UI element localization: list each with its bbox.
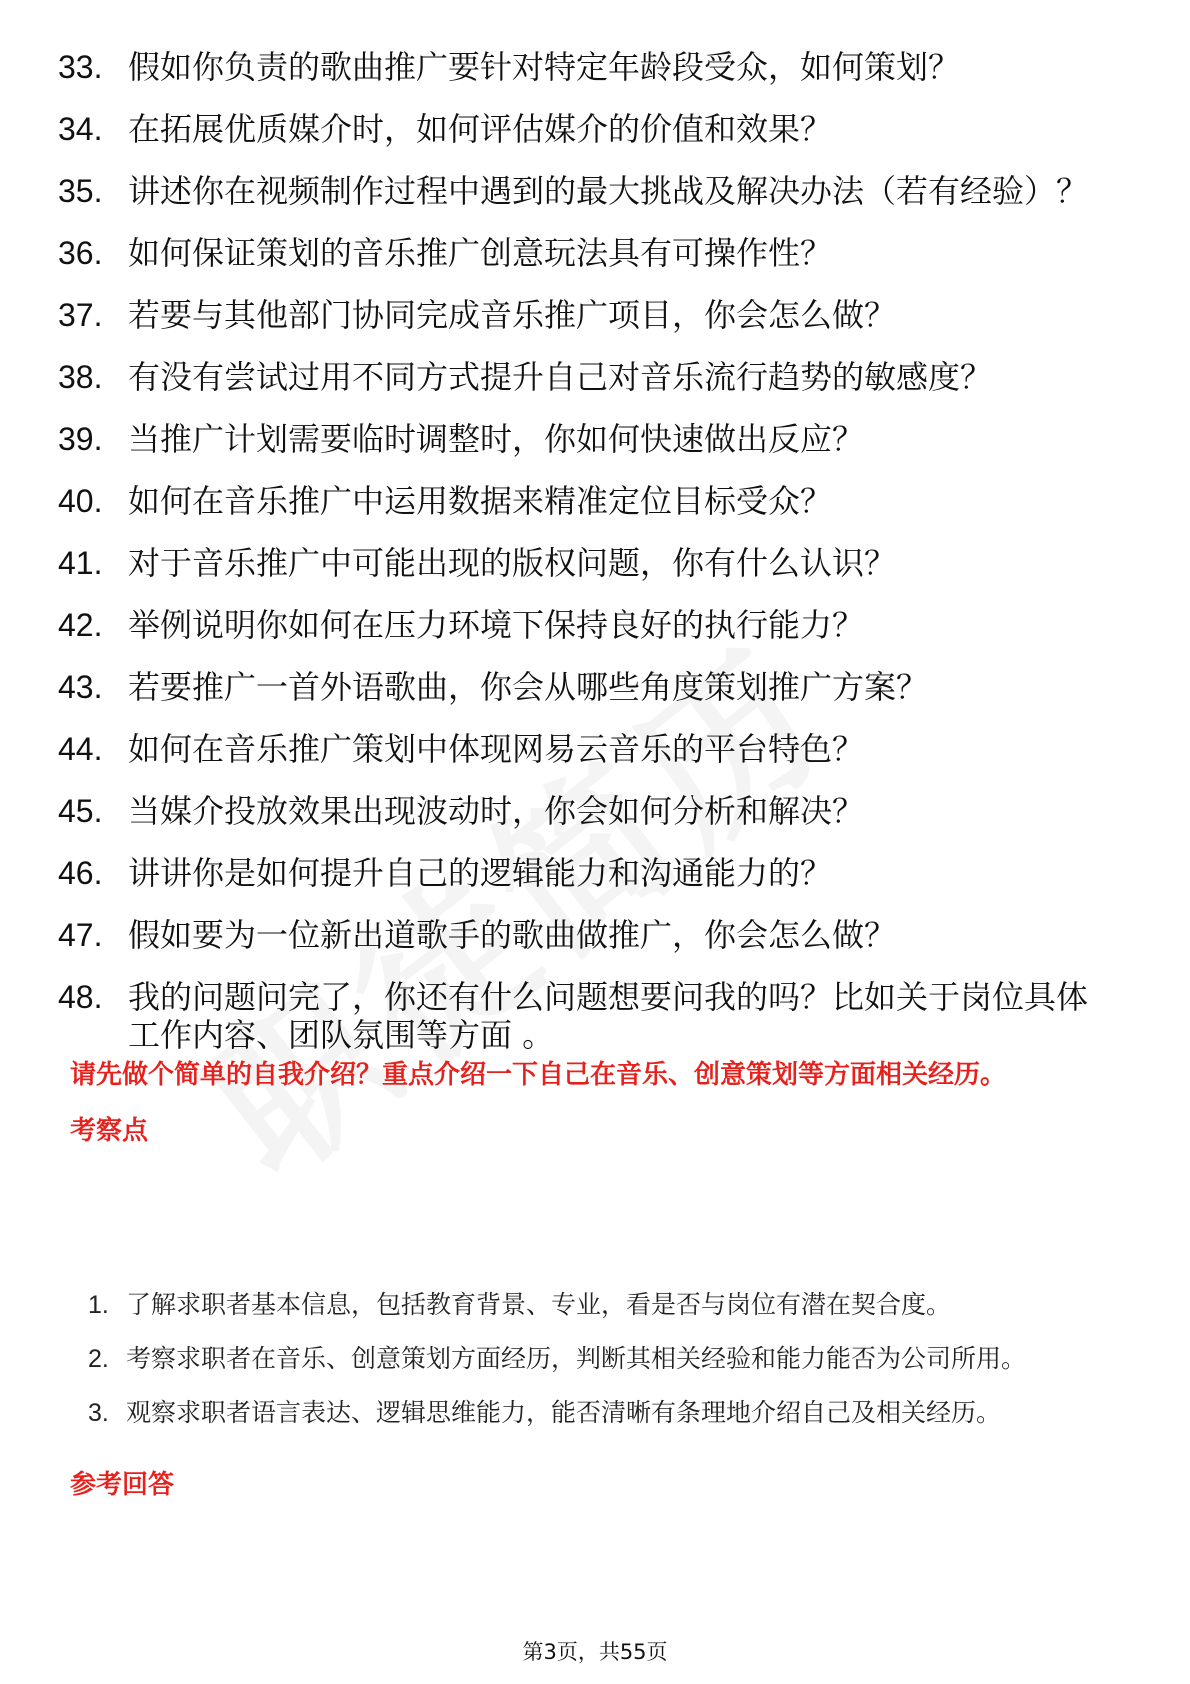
question-text: 当媒介投放效果出现波动时，你会如何分析和解决？ bbox=[128, 792, 865, 830]
question-text: 如何在音乐推广中运用数据来精准定位目标受众？ bbox=[128, 482, 833, 520]
question-text: 举例说明你如何在压力环境下保持良好的执行能力？ bbox=[128, 606, 865, 644]
reference-answer-heading: 参考回答 bbox=[70, 1470, 175, 1500]
question-item bbox=[58, 296, 1118, 334]
exam-point-item bbox=[88, 1278, 1128, 1332]
question-text: 有没有尝试过用不同方式提升自己对音乐流行趋势的敏感度？ bbox=[128, 358, 993, 396]
highlight-question: 请先做个简单的自我介绍？重点介绍一下自己在音乐、创意策划等方面相关经历。 bbox=[70, 1060, 1007, 1090]
exam-point-text: 考察求职者在音乐、创意策划方面经历，判断其相关经验和能力能否为公司所用。 bbox=[126, 1344, 1027, 1373]
question-item bbox=[58, 234, 1118, 272]
question-item bbox=[58, 606, 1118, 644]
question-item bbox=[58, 978, 1118, 1054]
exam-point-number: 2. bbox=[88, 1345, 109, 1373]
exam-point-number: 3. bbox=[88, 1399, 109, 1427]
question-item bbox=[58, 48, 1118, 86]
question-item bbox=[58, 482, 1118, 520]
question-number: 34. bbox=[58, 111, 103, 147]
question-item bbox=[58, 730, 1118, 768]
exam-points-list bbox=[88, 1278, 1128, 1440]
question-text: 讲讲你是如何提升自己的逻辑能力和沟通能力的？ bbox=[128, 854, 833, 892]
question-number: 40. bbox=[58, 483, 103, 519]
question-text: 当推广计划需要临时调整时，你如何快速做出反应？ bbox=[128, 420, 865, 458]
question-text: 在拓展优质媒介时，如何评估媒介的价值和效果？ bbox=[128, 110, 833, 148]
question-number: 46. bbox=[58, 855, 103, 891]
question-item bbox=[58, 854, 1118, 892]
question-text: 我的问题问完了，你还有什么问题想要问我的吗？比如关于岗位具体工作内容、团队氛围等方面 。 bbox=[128, 978, 1089, 1054]
question-item bbox=[58, 110, 1118, 148]
exam-points-heading: 考察点 bbox=[70, 1116, 149, 1146]
exam-point-text: 观察求职者语言表达、逻辑思维能力，能否清晰有条理地介绍自己及相关经历。 bbox=[126, 1398, 1002, 1427]
page-footer: 第3页，共55页 bbox=[522, 1640, 668, 1664]
question-number: 42. bbox=[58, 607, 103, 643]
question-item bbox=[58, 358, 1118, 396]
question-number: 39. bbox=[58, 421, 103, 457]
question-number: 45. bbox=[58, 793, 103, 829]
exam-point-number: 1. bbox=[88, 1291, 109, 1319]
question-text: 讲述你在视频制作过程中遇到的最大挑战及解决办法（若有经验）？ bbox=[128, 172, 1089, 210]
question-number: 47. bbox=[58, 917, 103, 953]
question-text: 如何在音乐推广策划中体现网易云音乐的平台特色？ bbox=[128, 730, 865, 768]
question-item bbox=[58, 668, 1118, 706]
question-item bbox=[58, 916, 1118, 954]
question-number: 38. bbox=[58, 359, 103, 395]
question-number: 44. bbox=[58, 731, 103, 767]
question-text: 假如你负责的歌曲推广要针对特定年龄段受众，如何策划？ bbox=[128, 48, 961, 86]
question-list bbox=[58, 48, 1118, 1078]
question-number: 37. bbox=[58, 297, 103, 333]
question-item bbox=[58, 420, 1118, 458]
exam-point-text: 了解求职者基本信息，包括教育背景、专业，看是否与岗位有潜在契合度。 bbox=[126, 1290, 952, 1319]
question-item bbox=[58, 792, 1118, 830]
question-number: 33. bbox=[58, 49, 103, 85]
question-number: 48. bbox=[58, 979, 103, 1015]
question-number: 43. bbox=[58, 669, 103, 705]
question-text: 假如要为一位新出道歌手的歌曲做推广，你会怎么做？ bbox=[128, 916, 897, 954]
exam-point-item bbox=[88, 1386, 1128, 1440]
question-text: 若要与其他部门协同完成音乐推广项目，你会怎么做？ bbox=[128, 296, 897, 334]
question-number: 35. bbox=[58, 173, 103, 209]
question-number: 41. bbox=[58, 545, 103, 581]
question-item bbox=[58, 172, 1118, 210]
question-number: 36. bbox=[58, 235, 103, 271]
question-text: 若要推广一首外语歌曲，你会从哪些角度策划推广方案？ bbox=[128, 668, 929, 706]
question-item bbox=[58, 544, 1118, 582]
question-text: 对于音乐推广中可能出现的版权问题，你有什么认识？ bbox=[128, 544, 897, 582]
exam-point-item bbox=[88, 1332, 1128, 1386]
question-text: 如何保证策划的音乐推广创意玩法具有可操作性？ bbox=[128, 234, 833, 272]
